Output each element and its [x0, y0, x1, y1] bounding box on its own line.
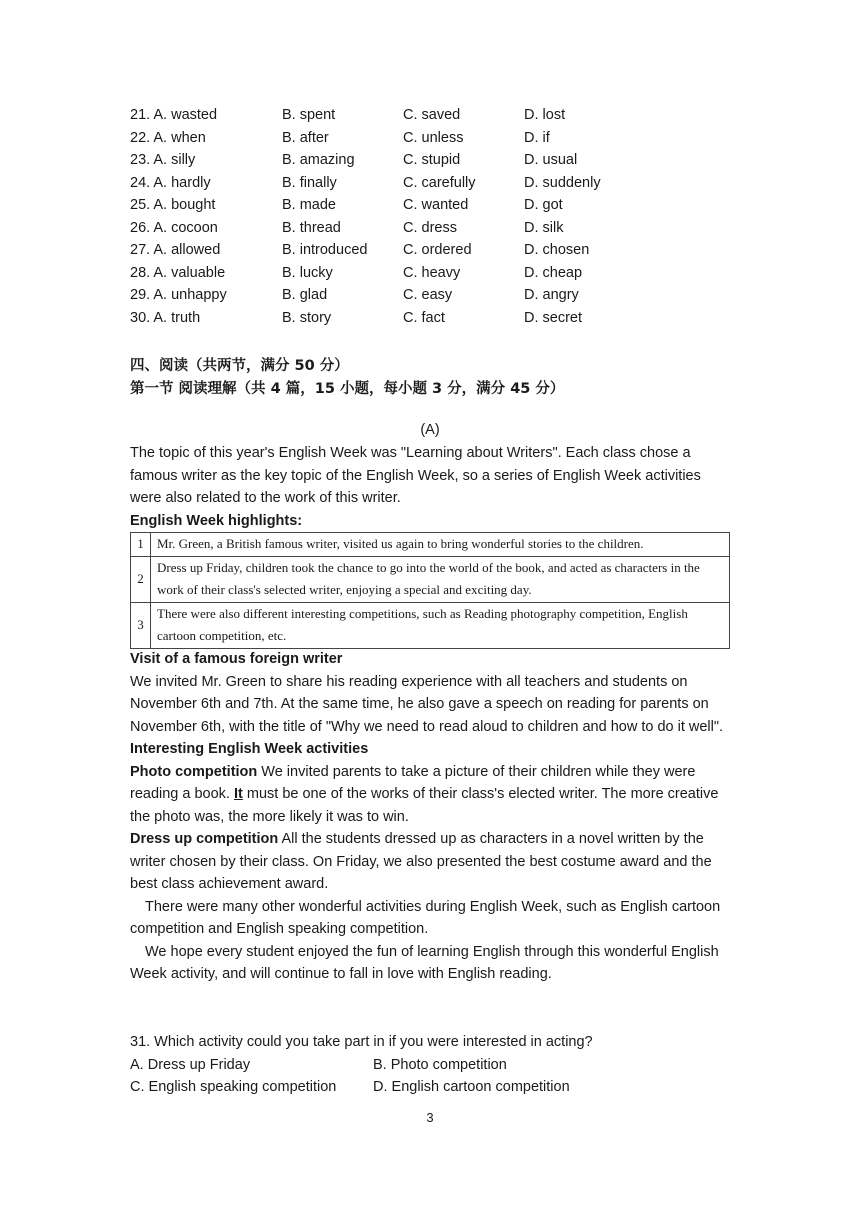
option-a: 29. A. unhappy	[130, 287, 227, 303]
cloze-options	[130, 104, 730, 329]
option-b: B. amazing	[282, 152, 355, 168]
page-number: 3	[426, 1110, 434, 1125]
option-row	[130, 217, 730, 240]
option-c: C. heavy	[403, 264, 461, 281]
table-row	[131, 556, 730, 602]
option-a: 26. A. cocoon	[130, 219, 218, 236]
option-d: D. suddenly	[524, 174, 601, 191]
option-row	[130, 307, 730, 330]
option-c: C. saved	[403, 107, 461, 123]
activities-heading: Interesting English Week activities	[130, 741, 369, 757]
option-c: C. ordered	[403, 242, 472, 258]
option-c: C. carefully	[403, 174, 476, 191]
option-a: 28. A. valuable	[130, 264, 226, 281]
option-a: 24. A. hardly	[130, 174, 211, 191]
option-a: 27. A. allowed	[130, 242, 221, 258]
photo-text-cont: must be one of the works of their class's elected writer. The more creative the photo was, the more likely it was to win.	[130, 786, 719, 825]
option-d: D. English cartoon competition	[373, 1079, 570, 1095]
option-d: D. chosen	[524, 242, 590, 258]
option-row	[130, 1054, 730, 1077]
option-a: 22. A. when	[130, 129, 206, 146]
option-row	[130, 284, 730, 307]
question-text: 31. Which activity could you take part in if you were interested in acting?	[130, 1034, 593, 1050]
option-c: C. English speaking competition	[130, 1079, 337, 1095]
option-b: B. Photo competition	[373, 1056, 507, 1073]
passage-body	[130, 648, 730, 986]
option-d: D. if	[524, 129, 550, 146]
visit-heading: Visit of a famous foreign writer	[130, 651, 343, 667]
option-d: D. got	[524, 197, 563, 213]
option-b: B. finally	[282, 174, 337, 191]
visit-text: We invited Mr. Green to share his reading experience with all teachers and students on November 6th and 7th. At the same time, he also gave a speech on reading for parents on November 6th, with the title of "Why we need to read aloud to children and how to do it well".	[130, 673, 724, 735]
other-activities-text: There were many other wonderful activities during English Week, such as English cartoon competition and English speaking competition.	[130, 898, 721, 937]
option-d: D. lost	[524, 107, 566, 123]
option-a: 25. A. bought	[130, 197, 216, 213]
table-row	[131, 602, 730, 648]
option-row	[130, 239, 730, 262]
section-heading: 四、阅读（共两节，满分 50 分）	[130, 358, 349, 374]
photo-paragraph	[130, 761, 730, 829]
option-b: B. spent	[282, 107, 336, 123]
option-row	[130, 149, 730, 172]
highlights-table	[130, 532, 730, 649]
question-block	[130, 1031, 730, 1099]
passage-label: (A)	[420, 422, 440, 438]
option-row	[130, 172, 730, 195]
passage-intro: The topic of this year's English Week was "Learning about Writers". Each class chose a famous writer as the key topic of the English Week, so a series of English Week activities were also related to the work of this writer.	[130, 445, 701, 506]
option-d: D. usual	[524, 152, 578, 168]
table-row	[131, 533, 730, 557]
option-d: D. cheap	[524, 264, 583, 281]
subsection-heading: 第一节 阅读理解（共 4 篇，15 小题，每小题 3 分，满分 45 分）	[130, 381, 565, 397]
option-c: C. easy	[403, 287, 453, 303]
photo-label: Photo competition	[130, 763, 258, 780]
highlights-heading: English Week highlights:	[130, 513, 303, 529]
row-number: 1	[131, 533, 151, 557]
option-a: A. Dress up Friday	[130, 1056, 251, 1073]
dress-paragraph	[130, 828, 730, 896]
option-c: C. dress	[403, 219, 457, 236]
option-b: B. thread	[282, 219, 341, 236]
option-row	[130, 104, 730, 127]
option-a: 30. A. truth	[130, 309, 201, 326]
option-c: C. fact	[403, 309, 445, 326]
underlined-it: It	[234, 786, 243, 802]
row-number: 3	[131, 602, 151, 648]
row-text: Mr. Green, a British famous writer, visited us again to bring wonderful stories to the children.	[151, 533, 730, 557]
option-b: B. made	[282, 197, 336, 213]
option-b: B. story	[282, 309, 332, 326]
option-b: B. lucky	[282, 264, 333, 281]
dress-label: Dress up competition	[130, 831, 279, 847]
option-row	[130, 194, 730, 217]
option-b: B. introduced	[282, 242, 368, 258]
option-a: 21. A. wasted	[130, 107, 218, 123]
row-text: Dress up Friday, children took the chance to go into the world of the book, and acted as characters in the work of their class's selected writer, enjoying a special and exciting day.	[151, 556, 730, 602]
hope-text: We hope every student enjoyed the fun of learning English through this wonderful English Week activity, and will continue to fall in love with English reading.	[130, 943, 719, 982]
option-c: C. stupid	[403, 152, 461, 168]
option-d: D. angry	[524, 287, 579, 303]
photo-text: We invited parents to take a picture of their children while they were reading a book.	[130, 763, 696, 802]
option-row	[130, 262, 730, 285]
option-d: D. silk	[524, 219, 564, 236]
option-b: B. glad	[282, 287, 328, 303]
option-c: C. unless	[403, 129, 464, 146]
option-b: B. after	[282, 129, 329, 146]
option-row	[130, 127, 730, 150]
option-a: 23. A. silly	[130, 152, 196, 168]
dress-text: All the students dressed up as characters in a novel written by the writer chosen by their class. On Friday, we also presented the best costume award and the best class achievement award.	[130, 831, 712, 892]
option-d: D. secret	[524, 309, 583, 326]
row-text: There were also different interesting competitions, such as Reading photography competition, English cartoon competition, etc.	[151, 602, 730, 648]
row-number: 2	[131, 556, 151, 602]
option-c: C. wanted	[403, 197, 469, 213]
option-row	[130, 1076, 730, 1099]
